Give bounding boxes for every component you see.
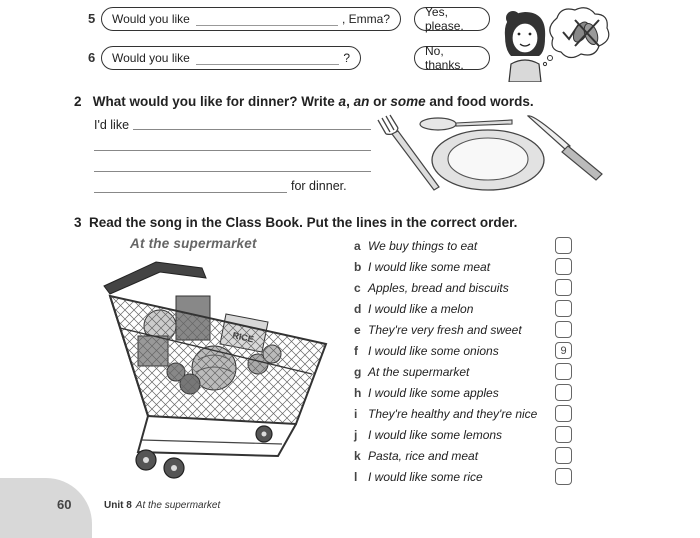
line-letter: a [354, 239, 361, 253]
writing-line-3[interactable] [94, 171, 371, 172]
song-line-c [354, 279, 509, 297]
line-text: Pasta, rice and meat [368, 449, 479, 463]
line-text: They're very fresh and sweet [368, 323, 522, 337]
speech-bubble-reply-5 [414, 7, 490, 31]
song-line-g [354, 363, 469, 381]
line-letter: h [354, 386, 362, 400]
heading-part: What would you like for dinner? Write [92, 94, 339, 109]
girl-illustration [495, 6, 615, 82]
speech-bubble-reply-6 [414, 46, 490, 70]
song-line-a [354, 237, 477, 255]
song-line-i [354, 405, 537, 423]
heading-comma: , [346, 94, 354, 109]
line-letter: c [354, 281, 361, 295]
reply-text: No, thanks. [425, 44, 464, 72]
order-box-e[interactable] [555, 321, 572, 338]
exercise-3-instruction: Read the song in the Class Book. Put the lines in the correct order. [89, 215, 518, 230]
order-box-j[interactable] [555, 426, 572, 443]
order-box-d[interactable] [555, 300, 572, 317]
page-corner-tab [0, 478, 92, 538]
exercise-2-heading [74, 94, 534, 109]
order-box-g[interactable] [555, 363, 572, 380]
bubble-tail: ? [343, 51, 350, 65]
order-box-f[interactable]: 9 [555, 342, 572, 359]
item-number-6: 6 [88, 50, 96, 65]
wheel-icon [256, 426, 272, 442]
bubble-prompt: Would you like [112, 12, 190, 26]
song-title: At the supermarket [130, 236, 257, 251]
bubble-prompt: Would you like [112, 51, 190, 65]
song-line-l [354, 468, 483, 486]
exercise-3-heading [74, 215, 517, 230]
line-text: I would like some meat [368, 260, 491, 274]
heading-word-a: a [338, 94, 347, 109]
order-box-i[interactable] [555, 405, 572, 422]
writing-line-4[interactable] [94, 192, 287, 193]
line-text: I would like some lemons [368, 428, 503, 442]
line-text: They're healthy and they're nice [368, 407, 538, 421]
line-letter: j [354, 428, 358, 442]
answer-line[interactable] [196, 52, 339, 65]
song-line-f [354, 342, 499, 360]
line-text: At the supermarket [368, 365, 470, 379]
line-letter: b [354, 260, 362, 274]
line-letter: l [354, 470, 358, 484]
line-text: I would like a melon [368, 302, 474, 316]
plate-icon [432, 130, 544, 190]
heading-word-some: some [390, 94, 426, 109]
footer-unit [104, 500, 220, 511]
line-letter: i [354, 407, 358, 421]
line-text: Apples, bread and biscuits [368, 281, 509, 295]
item-number-5: 5 [88, 11, 96, 26]
line-text: I would like some onions [368, 344, 499, 358]
line-text: I would like some apples [368, 386, 499, 400]
heading-word-an: an [353, 94, 370, 109]
for-dinner-label: for dinner. [291, 179, 347, 193]
bubble-tail: , Emma? [341, 12, 390, 26]
unit-label: Unit 8 [104, 500, 132, 511]
writing-line-2[interactable] [94, 150, 371, 151]
line-letter: k [354, 449, 361, 463]
song-line-b [354, 258, 490, 276]
song-line-j [354, 426, 502, 444]
wheel-icon [164, 458, 184, 478]
shopping-trolley-illustration [98, 256, 334, 480]
writing-line-1[interactable] [133, 129, 371, 130]
id-like-label: I'd like [94, 118, 130, 132]
wheel-icon [136, 450, 156, 470]
speech-bubble-question-5 [101, 7, 401, 31]
line-letter: f [354, 344, 358, 358]
line-letter: e [354, 323, 361, 337]
reply-text: Yes, please. [425, 5, 464, 33]
order-box-l[interactable] [555, 468, 572, 485]
line-letter: g [354, 365, 362, 379]
speech-bubble-question-6 [101, 46, 361, 70]
song-line-k [354, 447, 478, 465]
line-letter: d [354, 302, 362, 316]
exercise-number: 3 [74, 215, 82, 230]
thought-bubble [543, 8, 608, 66]
song-line-h [354, 384, 499, 402]
answer-line[interactable] [196, 13, 338, 26]
song-line-e [354, 321, 522, 339]
order-box-h[interactable] [555, 384, 572, 401]
song-line-d [354, 300, 473, 318]
exercise-number: 2 [74, 94, 82, 109]
order-box-c[interactable] [555, 279, 572, 296]
line-text: I would like some rice [368, 470, 483, 484]
order-box-k[interactable] [555, 447, 572, 464]
page-number: 60 [57, 497, 72, 512]
heading-end: and food words. [425, 94, 534, 109]
unit-title: At the supermarket [135, 500, 221, 511]
plate-and-cutlery-illustration [372, 112, 612, 198]
heading-or: or [369, 94, 391, 109]
order-box-b[interactable] [555, 258, 572, 275]
line-text: We buy things to eat [368, 239, 478, 253]
spoon-icon [420, 118, 512, 130]
order-box-a[interactable] [555, 237, 572, 254]
